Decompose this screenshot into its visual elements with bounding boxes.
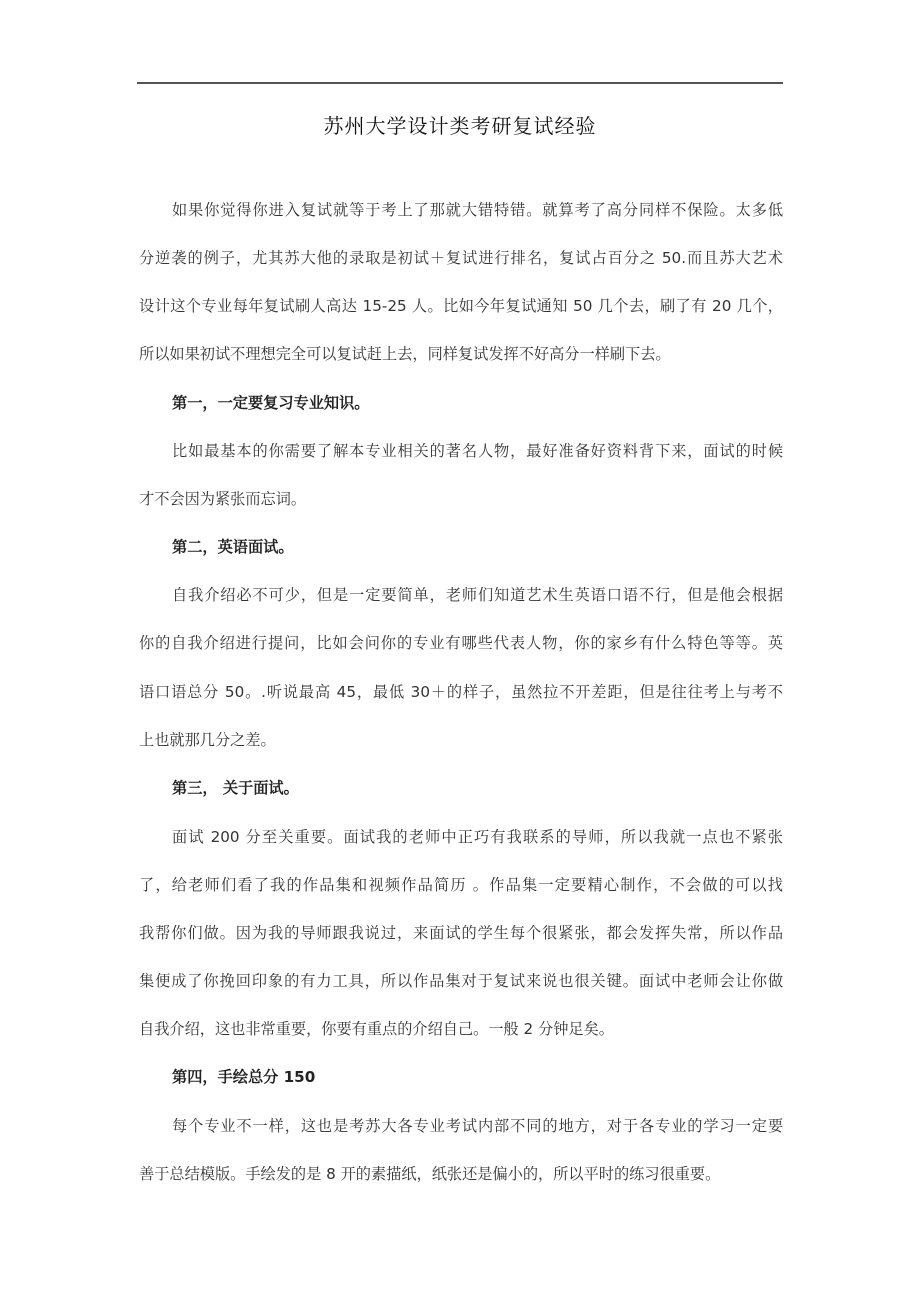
- intro-line: 设计这个专业每年复试刷人高达 15-25 人。比如今年复试通知 50 几个去，刷了有 20 几个，: [139, 297, 783, 315]
- section-line: 面试 200 分至关重要。面试我的老师中正巧有我联系的导师，所以我就一点也不紧张: [172, 828, 783, 846]
- document-title: 苏州大学设计类考研复试经验: [323, 114, 597, 138]
- section-line: 每个专业不一样，这也是考苏大各专业考试内部不同的地方，对于各专业的学习一定要: [172, 1117, 783, 1135]
- header-rule: [137, 82, 783, 84]
- section-heading: 第一，一定要复习专业知识。: [172, 394, 370, 412]
- section-line: 自我介绍必不可少，但是一定要简单，老师们知道艺术生英语口语不行，但是他会根据: [172, 586, 783, 604]
- section-line: 比如最基本的你需要了解本专业相关的著名人物，最好准备好资料背下来，面试的时候: [172, 442, 783, 460]
- section-line: 善于总结模版。手绘发的是 8 开的素描纸，纸张还是偏小的，所以平时的练习很重要。: [139, 1165, 721, 1183]
- section-heading: 第四，手绘总分 150: [172, 1068, 316, 1086]
- section-line: 你的自我介绍进行提问，比如会问你的专业有哪些代表人物，你的家乡有什么特色等等。英: [139, 634, 783, 652]
- intro-line: 如果你觉得你进入复试就等于考上了那就大错特错。就算考了高分同样不保险。太多低: [172, 201, 783, 219]
- section-line: 了，给老师们看了我的作品集和视频作品简历 。作品集一定要精心制作，不会做的可以找: [139, 876, 783, 894]
- section-line: 上也就那几分之差。: [139, 731, 276, 749]
- section-line: 自我介绍，这也非常重要，你要有重点的介绍自己。一般 2 分钟足矣。: [139, 1020, 614, 1038]
- intro-line: 所以如果初试不理想完全可以复试赶上去，同样复试发挥不好高分一样刷下去。: [139, 345, 671, 363]
- section-line: 才不会因为紧张而忘词。: [139, 490, 307, 508]
- section-line: 我帮你们做。因为我的导师跟我说过，来面试的学生每个很紧张，都会发挥失常，所以作品: [139, 924, 783, 942]
- section-heading: 第三， 关于面试。: [172, 779, 299, 797]
- section-line: 语口语总分 50。.听说最高 45，最低 30＋的样子，虽然拉不开差距，但是往往考上与考不: [139, 683, 783, 701]
- section-heading: 第二，英语面试。: [172, 538, 294, 556]
- section-line: 集便成了你挽回印象的有力工具，所以作品集对于复试来说也很关键。面试中老师会让你做: [139, 972, 783, 990]
- intro-line: 分逆袭的例子，尤其苏大他的录取是初试＋复试进行排名，复试占百分之 50.而且苏大艺术: [139, 249, 783, 267]
